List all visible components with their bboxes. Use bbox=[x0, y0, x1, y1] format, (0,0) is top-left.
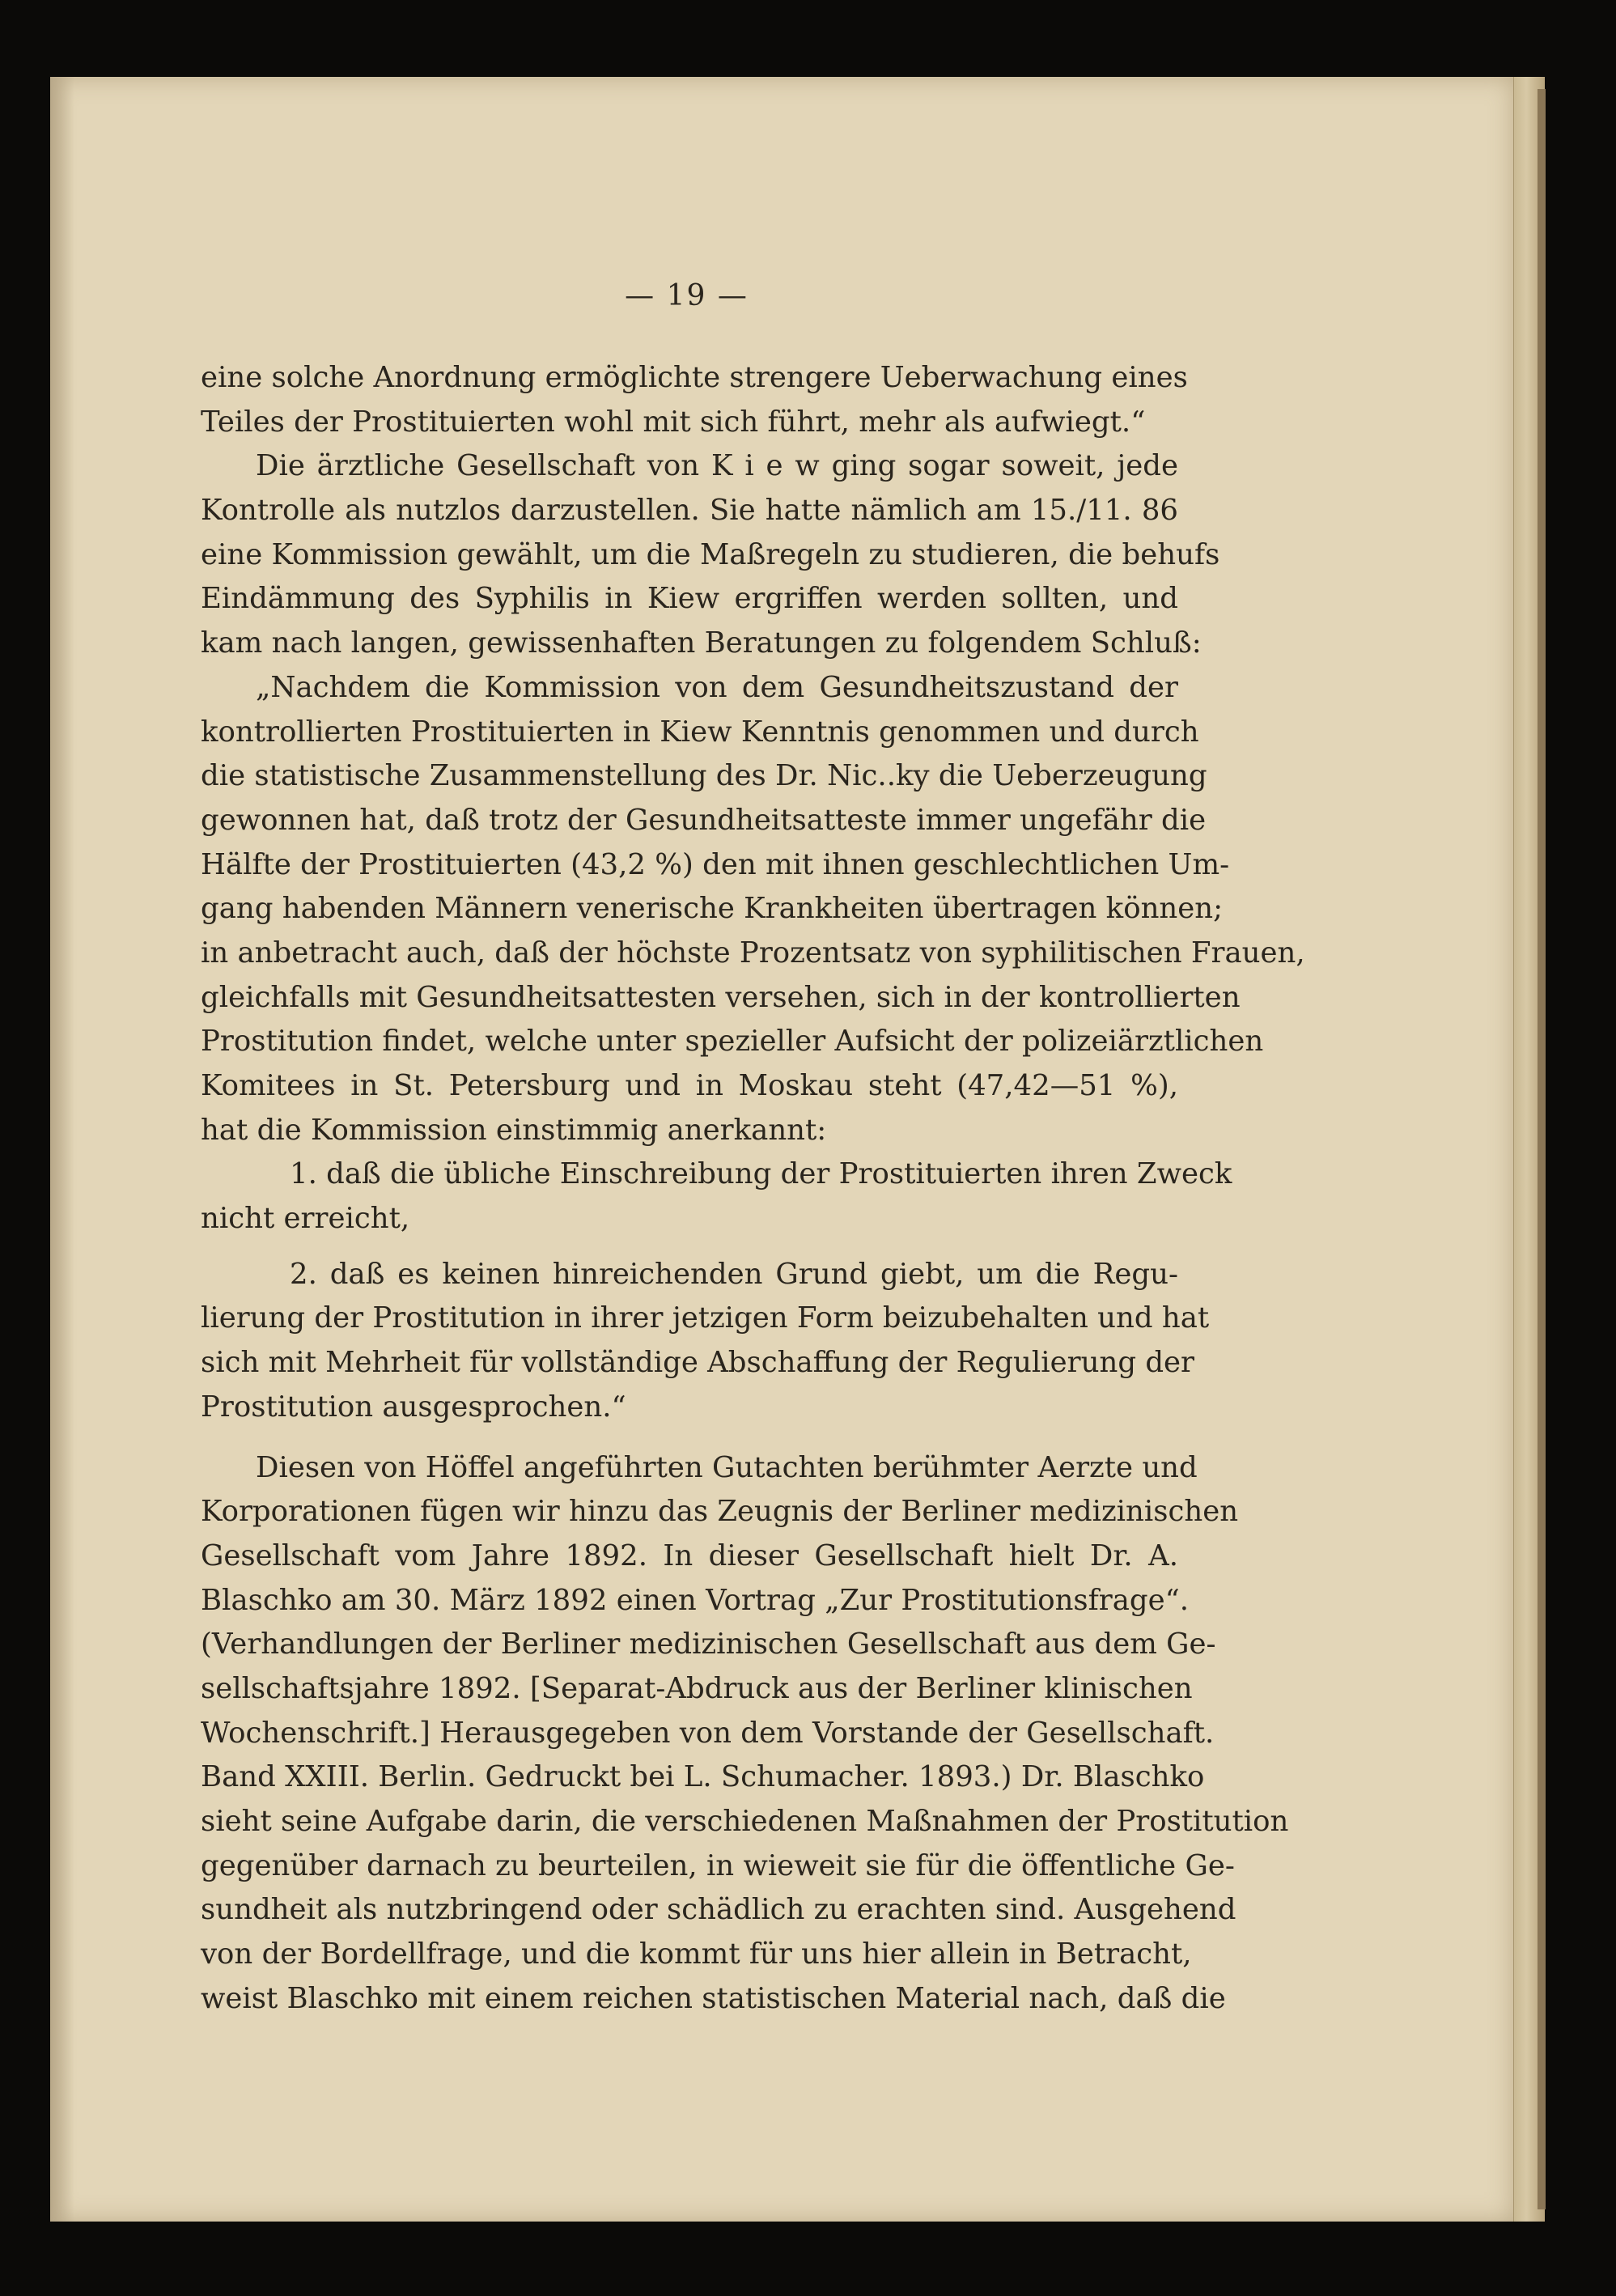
text-line: Blaschko am 30. März 1892 einen Vortrag „Zur Prostitutionsfrage“. bbox=[201, 1583, 1190, 1617]
cover-edge bbox=[1538, 89, 1546, 2209]
text-line: eine solche Anordnung ermöglichte strengere Ueberwachung eines bbox=[201, 361, 1188, 394]
text-line: von der Bordellfrage, und die kommt für uns hier allein in Betracht, bbox=[201, 1937, 1192, 1971]
text-line: hat die Kommission einstimmig anerkannt: bbox=[201, 1113, 827, 1147]
text-line: Kontrolle als nutzlos darzustellen. Sie hatte nämlich am 15./11. 86 bbox=[201, 494, 1178, 528]
text-line: kontrollierten Prostituierten in Kiew Kenntnis genommen und durch bbox=[201, 715, 1199, 749]
text-line: gang habenden Männern venerische Krankheiten übertragen können; bbox=[201, 892, 1224, 926]
text-line: in anbetracht auch, daß der höchste Prozentsatz von syphilitischen Frauen, bbox=[201, 936, 1305, 970]
text-line: eine Kommission gewählt, um die Maßregeln zu studieren, die behufs bbox=[201, 537, 1220, 571]
page-gutter-shadow bbox=[50, 77, 74, 2222]
text-line: Prostitution ausgesprochen.“ bbox=[201, 1390, 626, 1424]
text-line: sich mit Mehrheit für vollständige Abschaffung der Regulierung der bbox=[201, 1346, 1195, 1380]
text-line: nicht erreicht, bbox=[201, 1202, 410, 1236]
text-line: 2. daß es keinen hinreichenden Grund giebt, um die Regu- bbox=[290, 1257, 1178, 1291]
text-line: weist Blaschko mit einem reichen statistischen Material nach, daß die bbox=[201, 1981, 1226, 2015]
text-line: sellschaftsjahre 1892. [Separat-Abdruck aus der Berliner klinischen bbox=[201, 1671, 1193, 1705]
text-line: gegenüber darnach zu beurteilen, in wieweit sie für die öffentliche Ge- bbox=[201, 1848, 1235, 1882]
text-line: die statistische Zusammenstellung des Dr. Nic..ky die Ueberzeugung bbox=[201, 759, 1207, 793]
text-line: „Nachdem die Kommission von dem Gesundheitszustand der bbox=[256, 670, 1178, 704]
text-line: Hälfte der Prostituierten (43,2 %) den mit ihnen geschlechtlichen Um- bbox=[201, 847, 1230, 881]
text-line: Eindämmung des Syphilis in Kiew ergriffen werden sollten, und bbox=[201, 582, 1178, 616]
text-line: gleichfalls mit Gesundheitsattesten versehen, sich in der kontrollierten bbox=[201, 980, 1241, 1014]
text-line: Die ärztliche Gesellschaft von K i e w ging sogar soweit, jede bbox=[256, 449, 1178, 483]
text-line: Gesellschaft vom Jahre 1892. In dieser Gesellschaft hielt Dr. A. bbox=[201, 1538, 1178, 1572]
text-line: gewonnen hat, daß trotz der Gesundheitsatteste immer ungefähr die bbox=[201, 803, 1207, 837]
text-line: Wochenschrift.] Herausgegeben von dem Vorstande der Gesellschaft. bbox=[201, 1716, 1215, 1750]
text-line: 1. daß die übliche Einschreibung der Prostituierten ihren Zweck bbox=[290, 1157, 1232, 1191]
text-line: Teiles der Prostituierten wohl mit sich führt, mehr als aufwiegt.“ bbox=[201, 405, 1146, 439]
text-line: (Verhandlungen der Berliner medizinischen Gesellschaft aus dem Ge- bbox=[201, 1628, 1216, 1662]
text-line: Diesen von Höffel angeführten Gutachten berühmter Aerzte und bbox=[256, 1450, 1198, 1484]
text-line: Band XXIII. Berlin. Gedruckt bei L. Schumacher. 1893.) Dr. Blaschko bbox=[201, 1760, 1205, 1794]
body-text bbox=[201, 356, 1305, 2021]
page-number: — 19 — bbox=[625, 279, 749, 312]
text-line: Prostitution findet, welche unter spezieller Aufsicht der polizeiärztlichen bbox=[201, 1025, 1264, 1059]
text-line: sundheit als nutzbringend oder schädlich zu erachten sind. Ausgehend bbox=[201, 1893, 1236, 1927]
text-line: Korporationen fügen wir hinzu das Zeugnis der Berliner medizinischen bbox=[201, 1495, 1239, 1529]
text-line: kam nach langen, gewissenhaften Beratungen zu folgendem Schluß: bbox=[201, 626, 1202, 660]
text-line: Komitees in St. Petersburg und in Moskau steht (47,42—51 %), bbox=[201, 1069, 1178, 1102]
text-line: sieht seine Aufgabe darin, die verschiedenen Maßnahmen der Prostitution bbox=[201, 1805, 1289, 1838]
text-line: lierung der Prostitution in ihrer jetzigen Form beizubehalten und hat bbox=[201, 1301, 1210, 1335]
